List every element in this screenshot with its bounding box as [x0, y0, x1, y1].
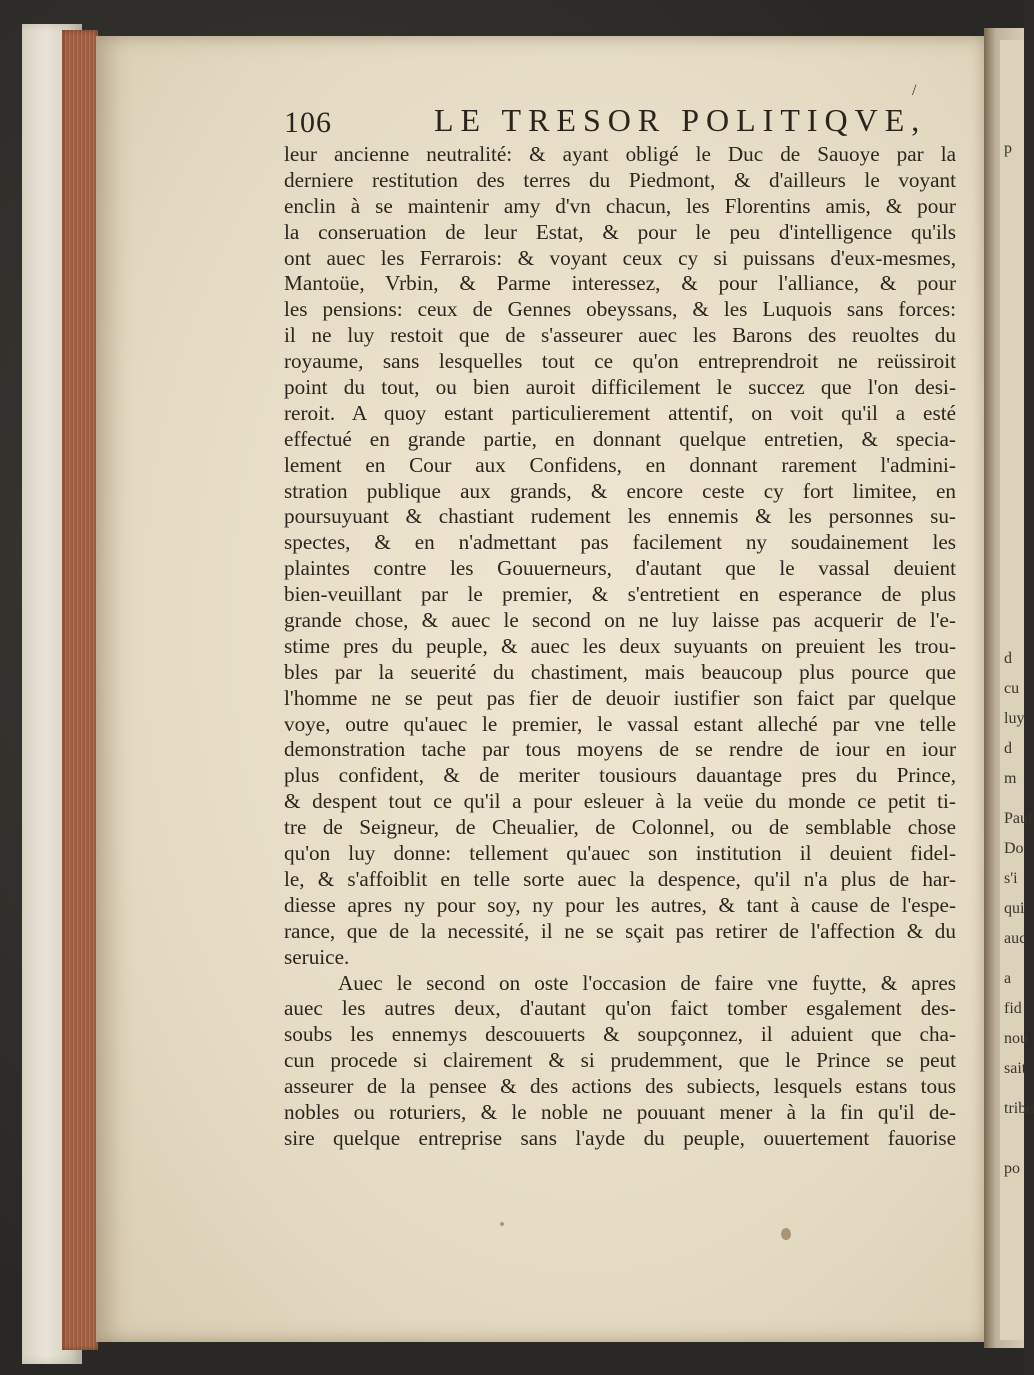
- text-line: derniere restitution des terres du Piedmont, & d'ailleurs le voyant: [284, 167, 956, 192]
- margin-mark: /: [912, 82, 917, 99]
- facing-page-fragment: po: [1004, 1160, 1020, 1177]
- text-line: & despent tout ce qu'il a pour esleuer à la veüe du monde ce petit ti-: [284, 789, 956, 814]
- text-line: soubs les ennemys descouuerts & soupçonnez, il aduient que cha-: [284, 1022, 956, 1047]
- facing-page-fragment: fid: [1004, 1000, 1022, 1017]
- text-line: ont auec les Ferrarois: & voyant ceux cy si puissans d'eux-mesmes,: [284, 245, 956, 270]
- text-line: bien-veuillant par le premier, & s'entretient en esperance de plus: [284, 582, 956, 607]
- facing-page-fragment: d: [1004, 740, 1012, 757]
- body-text: [284, 142, 956, 1152]
- facing-page-fragment: tribu: [1004, 1100, 1034, 1117]
- text-line: Auec le second on oste l'occasion de faire vne fuytte, & apres: [338, 970, 956, 995]
- text-line: spectes, & en n'admettant pas facilement ny soudainement les: [284, 530, 956, 555]
- facing-page-fragment: sait: [1004, 1060, 1027, 1077]
- facing-page-fragment: Paul: [1004, 810, 1033, 827]
- paragraph: [284, 142, 956, 971]
- page-number: 106: [284, 106, 332, 139]
- text-line: les pensions: ceux de Gennes obeyssans, & les Luquois sans forces:: [284, 297, 956, 322]
- text-line: la conseruation de leur Estat, & pour le peu d'intelligence qu'ils: [284, 219, 956, 244]
- text-line: leur ancienne neutralité: & ayant obligé le Duc de Sauoye par la: [284, 142, 956, 166]
- facing-page-fragment: Do: [1004, 840, 1024, 857]
- text-line: point du tout, ou bien auroit difficilement le succez que l'on desi-: [284, 375, 956, 400]
- text-line: stime pres du peuple, & auec les deux suyuants on preuient les trou-: [284, 633, 956, 658]
- text-line: nobles ou roturiers, & le noble ne pouuant mener à la fin qu'il de-: [284, 1099, 956, 1124]
- text-line: bles par la seuerité du chastiment, mais beaucoup plus pource que: [284, 659, 956, 684]
- facing-page-fragment: luy: [1004, 710, 1025, 727]
- facing-page-fragment: s'i: [1004, 870, 1018, 887]
- text-line: reroit. A quoy estant particulierement attentif, on voit qu'il a esté: [284, 400, 956, 425]
- text-line: qu'on luy donne: tellement qu'auec son institution il deuient fidel-: [284, 841, 956, 866]
- text-line: lement en Cour aux Confidens, en donnant rarement l'admini-: [284, 452, 956, 477]
- text-line: Mantoüe, Vrbin, & Parme interessez, & pour l'alliance, & pour: [284, 271, 956, 296]
- text-line: plus confident, & de meriter tousiours dauantage pres du Prince,: [284, 763, 956, 788]
- facing-page-fragment: nou: [1004, 1030, 1028, 1047]
- text-line: plaintes contre les Gouuerneurs, d'autant que le vassal deuient: [284, 556, 956, 581]
- facing-page-fragment: m: [1004, 770, 1017, 787]
- facing-page-fragment: cu: [1004, 680, 1020, 697]
- page-block-edges: [62, 30, 98, 1350]
- text-line: effectué en grande partie, en donnant quelque entretien, & specia-: [284, 426, 956, 451]
- text-line: rance, que de la necessité, il ne se sçait pas retirer de l'affection & du: [284, 918, 956, 943]
- text-line: stration publique aux grands, & encore ceste cy fort limitee, en: [284, 478, 956, 503]
- text-line: sire quelque entreprise sans l'ayde du peuple, ouuertement fauorise: [284, 1125, 956, 1150]
- text-line: grande chose, & auec le second on ne luy laisse pas acquerir de l'e-: [284, 608, 956, 633]
- text-line: le, & s'affoiblit en telle sorte auec la despence, qu'il n'a plus de har-: [284, 866, 956, 891]
- text-line: demonstration tache par tous moyens de se rendre de iour en iour: [284, 737, 956, 762]
- facing-page-strip: [1000, 40, 1034, 1340]
- text-line: l'homme ne se peut pas fier de deuoir iustifier son faict par quelque: [284, 685, 956, 710]
- text-line: tre de Seigneur, de Cheualier, de Colonnel, ou de semblable chose: [284, 815, 956, 840]
- text-line: il ne luy restoit que de s'asseurer auec les Barons des reuoltes du: [284, 323, 956, 348]
- text-line: poursuyuant & chastiant rudement les ennemis & les personnes su-: [284, 504, 956, 529]
- facing-page-fragment: p: [1004, 140, 1012, 157]
- facing-page-fragment: qui: [1004, 900, 1025, 917]
- text-line: voye, outre qu'auec le premier, le vassal estant alleché par vne telle: [284, 711, 956, 736]
- text-line: royaume, sans lesquelles tout ce qu'on entreprendroit ne reüssiroit: [284, 349, 956, 374]
- text-line: auec les autres deux, d'autant qu'on faict tomber esgalement des-: [284, 996, 956, 1021]
- page-header: [284, 102, 956, 146]
- facing-page-fragment: auc: [1004, 930, 1027, 947]
- text-line: diesse apres ny pour soy, ny pour les autres, & tant à cause de l'espe-: [284, 892, 956, 917]
- text-line: seruice.: [284, 944, 350, 969]
- text-line: enclin à se maintenir amy d'vn chacun, les Florentins amis, & pour: [284, 193, 956, 218]
- facing-page-fragment: a: [1004, 970, 1012, 987]
- ink-speck: [500, 1222, 504, 1226]
- ink-speck: [781, 1228, 791, 1240]
- paragraph: [284, 971, 956, 1152]
- text-line: asseurer de la pensee & des actions des subiects, lesquels estans tous: [284, 1074, 956, 1099]
- running-title: LE TRESOR POLITIQVE,: [434, 102, 927, 138]
- text-line: cun procede si clairement & si prudemment, que le Prince se peut: [284, 1048, 956, 1073]
- facing-page-fragment: d: [1004, 650, 1012, 667]
